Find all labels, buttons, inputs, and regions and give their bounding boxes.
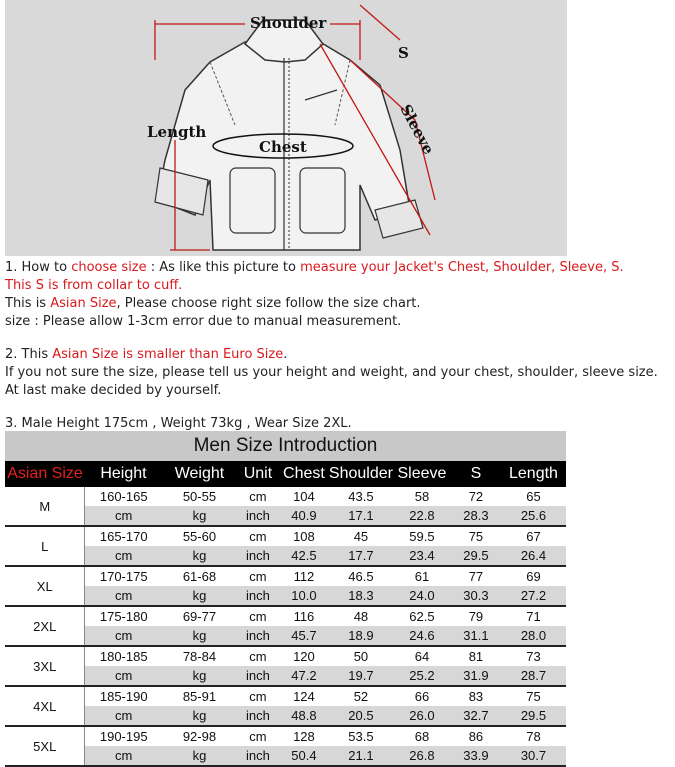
table-cell: 180-185 — [85, 646, 162, 666]
table-cell: 31.9 — [451, 666, 501, 686]
size-name-cell: L — [5, 526, 85, 566]
table-cell: 78 — [501, 726, 566, 746]
table-cell: 62.5 — [393, 606, 451, 626]
note-line-2: This S is from collar to cuff. — [5, 278, 183, 293]
table-cell: 175-180 — [85, 606, 162, 626]
table-cell: 79 — [451, 606, 501, 626]
table-cell: inch — [237, 586, 279, 606]
table-row — [5, 626, 566, 646]
table-cell: kg — [162, 746, 237, 766]
table-cell: 72 — [451, 487, 501, 506]
table-cell: 190-195 — [85, 726, 162, 746]
size-name-cell: XL — [5, 566, 85, 606]
table-cell: 59.5 — [393, 526, 451, 546]
table-cell: cm — [237, 566, 279, 586]
header-height: Height — [85, 461, 162, 487]
table-cell: 26.0 — [393, 706, 451, 726]
table-cell: cm — [237, 526, 279, 546]
table-cell: 24.6 — [393, 626, 451, 646]
table-row — [5, 746, 566, 766]
table-cell: inch — [237, 706, 279, 726]
size-name-cell: 3XL — [5, 646, 85, 686]
table-cell: 48 — [329, 606, 393, 626]
note-line-7: At last make decided by yourself. — [5, 383, 222, 398]
table-cell: inch — [237, 506, 279, 526]
table-cell: 18.3 — [329, 586, 393, 606]
table-cell: 24.0 — [393, 586, 451, 606]
table-cell: cm — [85, 746, 162, 766]
size-name-cell: M — [5, 487, 85, 526]
table-cell: inch — [237, 666, 279, 686]
chest-label: Chest — [259, 138, 307, 156]
table-cell: 120 — [279, 646, 329, 666]
shoulder-label: Shoulder — [250, 14, 327, 32]
table-cell: 28.0 — [501, 626, 566, 646]
size-chart-table — [5, 431, 566, 767]
table-cell: 108 — [279, 526, 329, 546]
table-cell: cm — [237, 646, 279, 666]
table-cell: kg — [162, 506, 237, 526]
table-cell: cm — [85, 506, 162, 526]
table-cell: 28.3 — [451, 506, 501, 526]
header-shoulder: Shoulder — [329, 461, 393, 487]
table-cell: 26.4 — [501, 546, 566, 566]
header-s: S — [451, 461, 501, 487]
table-row — [5, 586, 566, 606]
table-row — [5, 646, 566, 666]
table-cell: 116 — [279, 606, 329, 626]
table-cell: cm — [85, 586, 162, 606]
table-cell: 43.5 — [329, 487, 393, 506]
table-row — [5, 506, 566, 526]
table-cell: kg — [162, 666, 237, 686]
table-cell: 21.1 — [329, 746, 393, 766]
table-cell: 69 — [501, 566, 566, 586]
note-line-6: If you not sure the size, please tell us your height and weight, and your chest, shoulder, sleeve size. — [5, 365, 658, 380]
table-cell: 27.2 — [501, 586, 566, 606]
table-row — [5, 666, 566, 686]
jacket-measurement-diagram — [5, 0, 567, 256]
table-cell: 160-165 — [85, 487, 162, 506]
table-row — [5, 706, 566, 726]
table-cell: cm — [237, 726, 279, 746]
note-line-3: This is Asian Size, Please choose right size follow the size chart. — [5, 296, 421, 311]
table-cell: 25.2 — [393, 666, 451, 686]
table-cell: 45 — [329, 526, 393, 546]
table-cell: 165-170 — [85, 526, 162, 546]
table-cell: kg — [162, 706, 237, 726]
table-cell: cm — [85, 626, 162, 646]
table-cell: 55-60 — [162, 526, 237, 546]
table-cell: 45.7 — [279, 626, 329, 646]
table-cell: 86 — [451, 726, 501, 746]
table-cell: 85-91 — [162, 686, 237, 706]
table-cell: 67 — [501, 526, 566, 546]
table-cell: 66 — [393, 686, 451, 706]
table-cell: 33.9 — [451, 746, 501, 766]
table-cell: 81 — [451, 646, 501, 666]
table-row — [5, 526, 566, 546]
table-cell: 42.5 — [279, 546, 329, 566]
table-cell: 68 — [393, 726, 451, 746]
table-cell: 46.5 — [329, 566, 393, 586]
header-asian-size: Asian Size — [5, 461, 85, 487]
table-cell: 20.5 — [329, 706, 393, 726]
length-label: Length — [147, 123, 207, 141]
table-cell: 30.3 — [451, 586, 501, 606]
table-cell: 48.8 — [279, 706, 329, 726]
table-cell: 10.0 — [279, 586, 329, 606]
table-cell: inch — [237, 746, 279, 766]
table-cell: cm — [237, 487, 279, 506]
table-cell: cm — [85, 706, 162, 726]
table-cell: cm — [85, 546, 162, 566]
header-unit: Unit — [237, 461, 279, 487]
table-cell: 50 — [329, 646, 393, 666]
table-cell: 83 — [451, 686, 501, 706]
table-cell: cm — [85, 666, 162, 686]
table-cell: cm — [237, 686, 279, 706]
table-row — [5, 546, 566, 566]
table-cell: 28.7 — [501, 666, 566, 686]
table-cell: 29.5 — [451, 546, 501, 566]
note-line-5: 2. This Asian Size is smaller than Euro Size. — [5, 347, 288, 362]
table-cell: 69-77 — [162, 606, 237, 626]
table-title: Men Size Introduction — [5, 431, 566, 461]
table-cell: 73 — [501, 646, 566, 666]
table-cell: 17.7 — [329, 546, 393, 566]
table-cell: 23.4 — [393, 546, 451, 566]
table-cell: 40.9 — [279, 506, 329, 526]
table-row — [5, 566, 566, 586]
table-cell: cm — [237, 606, 279, 626]
table-cell: 53.5 — [329, 726, 393, 746]
sleeve-label: Sleeve — [396, 101, 438, 158]
table-header-row — [5, 461, 566, 487]
table-cell: 61 — [393, 566, 451, 586]
header-chest: Chest — [279, 461, 329, 487]
table-cell: 31.1 — [451, 626, 501, 646]
table-cell: 17.1 — [329, 506, 393, 526]
table-cell: kg — [162, 586, 237, 606]
table-cell: 71 — [501, 606, 566, 626]
size-name-cell: 4XL — [5, 686, 85, 726]
note-line-1: 1. How to choose size : As like this picture to measure your Jacket's Chest, Shoulder, Sleeve, S. — [5, 260, 624, 275]
table-cell: 112 — [279, 566, 329, 586]
table-cell: 19.7 — [329, 666, 393, 686]
table-cell: 185-190 — [85, 686, 162, 706]
table-cell: 29.5 — [501, 706, 566, 726]
table-cell: inch — [237, 546, 279, 566]
table-cell: 104 — [279, 487, 329, 506]
table-cell: 128 — [279, 726, 329, 746]
table-row — [5, 606, 566, 626]
table-cell: 47.2 — [279, 666, 329, 686]
table-cell: 78-84 — [162, 646, 237, 666]
table-cell: 30.7 — [501, 746, 566, 766]
table-cell: 61-68 — [162, 566, 237, 586]
table-cell: 170-175 — [85, 566, 162, 586]
header-length: Length — [501, 461, 566, 487]
table-row — [5, 487, 566, 506]
table-cell: 52 — [329, 686, 393, 706]
s-label: S — [398, 44, 409, 62]
table-cell: 92-98 — [162, 726, 237, 746]
table-row — [5, 686, 566, 706]
table-cell: 18.9 — [329, 626, 393, 646]
table-cell: 26.8 — [393, 746, 451, 766]
size-name-cell: 2XL — [5, 606, 85, 646]
header-weight: Weight — [162, 461, 237, 487]
table-cell: 25.6 — [501, 506, 566, 526]
table-cell: kg — [162, 546, 237, 566]
table-cell: 64 — [393, 646, 451, 666]
table-cell: kg — [162, 626, 237, 646]
table-cell: 75 — [501, 686, 566, 706]
table-cell: 65 — [501, 487, 566, 506]
table-cell: 22.8 — [393, 506, 451, 526]
table-cell: 124 — [279, 686, 329, 706]
table-cell: 77 — [451, 566, 501, 586]
table-cell: 50.4 — [279, 746, 329, 766]
table-cell: 58 — [393, 487, 451, 506]
note-line-4: size : Please allow 1-3cm error due to manual measurement. — [5, 314, 402, 329]
note-line-8: 3. Male Height 175cm , Weight 73kg , Wear Size 2XL. — [5, 416, 352, 431]
jacket-drawing — [5, 0, 567, 256]
size-name-cell: 5XL — [5, 726, 85, 766]
table-cell: 32.7 — [451, 706, 501, 726]
table-cell: 75 — [451, 526, 501, 546]
header-sleeve: Sleeve — [393, 461, 451, 487]
table-cell: inch — [237, 626, 279, 646]
table-row — [5, 726, 566, 746]
table-cell: 50-55 — [162, 487, 237, 506]
